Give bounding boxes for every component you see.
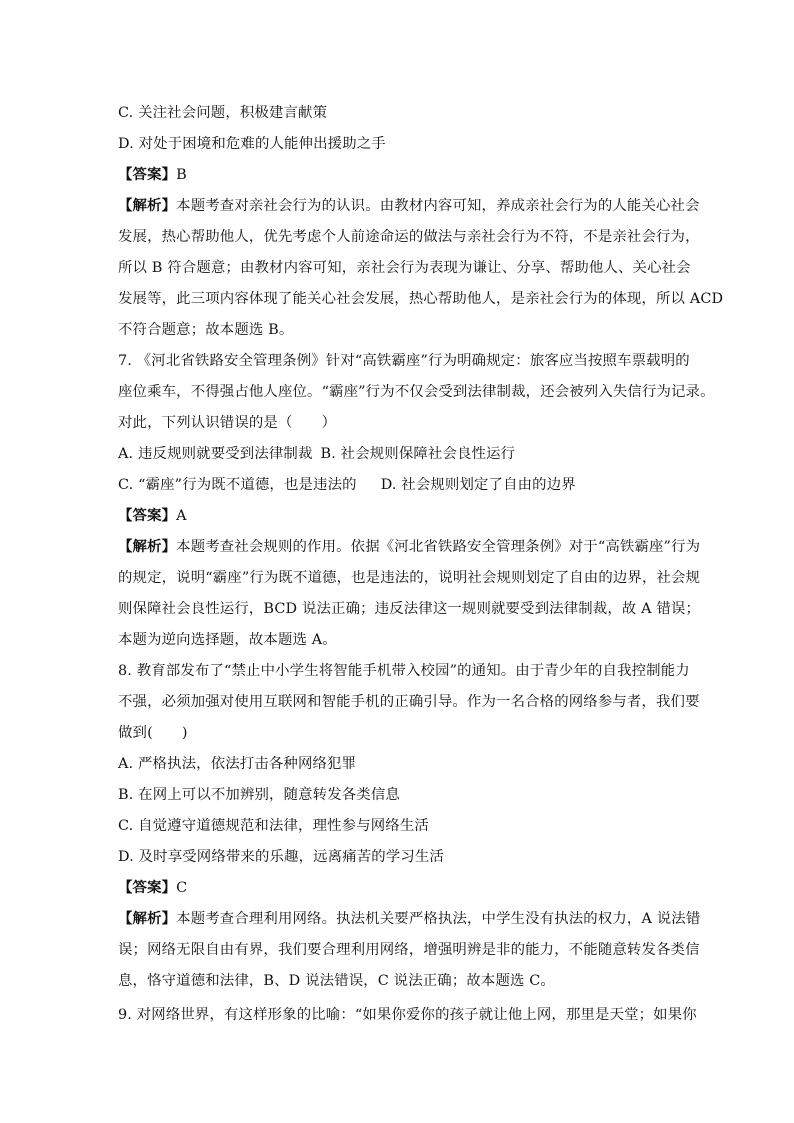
q7-option-a: A. 违反规则就要受到法律制裁 <box>118 446 313 462</box>
q8-analysis-line-3: 息，恪守道德和法律，B、D 说法错误，C 说法正确；故本题选 C。 <box>118 973 555 989</box>
q7-analysis-line-4: 本题为逆向选择题，故本题选 A。 <box>118 632 337 648</box>
analysis-label: 【解析】 <box>118 538 177 555</box>
analysis-text: 本题考查合理利用网络。执法机关要严格执法，中学生没有执法的权力，A 说法错 <box>176 911 701 927</box>
analysis-text: 本题考查社会规则的作用。依据《河北省铁路安全管理条例》对于“高铁霸座”行为 <box>176 539 701 555</box>
q6-analysis-line-5: 不符合题意；故本题选 B。 <box>118 322 294 338</box>
q7-analysis-line-2: 的规定，说明“霸座”行为既不道德，也是违法的，说明社会规则划定了自由的边界，社会规 <box>118 570 701 586</box>
answer-value: C <box>176 880 188 896</box>
q6-analysis-line-3: 所以 B 符合题意；由教材内容可知，亲社会行为表现为谦让、分享、帮助他人、关心社会 <box>118 260 691 276</box>
answer-value: B <box>176 167 187 183</box>
q7-analysis-line-3: 则保障社会良性运行，BCD 说法正确；违反法律这一规则就要受到法律制裁，故 A 错误； <box>118 601 701 617</box>
q8-option-d: D. 及时享受网络带来的乐趣，远离痛苦的学习生活 <box>118 849 444 865</box>
q8-option-a: A. 严格执法，依法打击各种网络犯罪 <box>118 756 357 772</box>
q6-option-c: C. 关注社会问题，积极建言献策 <box>118 105 328 121</box>
q8-option-b: B. 在网上可以不加辨别，随意转发各类信息 <box>118 787 400 803</box>
q6-analysis-line-4: 发展等，此三项内容体现了能关心社会发展，热心帮助他人，是亲社会行为的体现，所以 ACD <box>118 291 724 307</box>
q7-options-cd <box>118 470 576 501</box>
q8-option-c: C. 自觉遵守道德规范和法律，理性参与网络生活 <box>118 818 429 834</box>
q8-answer <box>118 873 187 904</box>
q6-option-d: D. 对处于困境和危难的人能伸出援助之手 <box>118 136 386 152</box>
q7-stem-line-3: 对此，下列认识错误的是（ ） <box>118 415 337 431</box>
answer-label: 【答案】 <box>118 166 177 183</box>
answer-label: 【答案】 <box>118 879 177 896</box>
q8-stem-line-3: 做到( ) <box>118 725 188 741</box>
q7-options-ab <box>118 439 515 470</box>
q8-stem-line-2: 不强，必须加强对使用互联网和智能手机的正确引导。作为一名合格的网络参与者，我们要 <box>118 694 700 710</box>
q6-analysis-line-2: 发展，热心帮助他人，优先考虑个人前途命运的做法与亲社会行为不符，不是亲社会行为， <box>118 229 700 245</box>
q7-option-d: D. 社会规则划定了自由的边界 <box>380 477 576 493</box>
q7-stem-line-2: 座位乘车，不得强占他人座位。“霸座”行为不仅会受到法律制裁，还会被列入失信行为记录。 <box>118 384 715 400</box>
q7-option-b: B. 社会规则保障社会良性运行 <box>320 446 516 462</box>
answer-value: A <box>176 508 187 524</box>
q8-analysis-line-2: 误；网络无限自由有界，我们要合理利用网络，增强明辨是非的能力，不能随意转发各类信 <box>118 942 700 958</box>
analysis-label: 【解析】 <box>118 197 177 214</box>
q7-analysis-line-1 <box>118 532 700 563</box>
q8-stem-line-1: 8. 教育部发布了“禁止中小学生将智能手机带入校园”的通知。由于青少年的自我控制能力 <box>118 663 690 679</box>
q7-option-c: C. “霸座”行为既不道德，也是违法的 <box>118 477 357 493</box>
q7-stem-line-1: 7. 《河北省铁路安全管理条例》针对“高铁霸座”行为明确规定：旅客应当按照车票载明的 <box>118 353 690 369</box>
analysis-label: 【解析】 <box>118 910 177 927</box>
q6-answer <box>118 160 187 191</box>
answer-label: 【答案】 <box>118 507 177 524</box>
q8-analysis-line-1 <box>118 904 700 935</box>
q6-analysis-line-1 <box>118 191 700 222</box>
q7-answer <box>118 501 187 532</box>
analysis-text: 本题考查对亲社会行为的认识。由教材内容可知，养成亲社会行为的人能关心社会 <box>176 198 700 214</box>
q9-stem-line-1: 9. 对网络世界，有这样形象的比喻：“如果你爱你的孩子就让他上网，那里是天堂；如果你 <box>118 1007 697 1023</box>
